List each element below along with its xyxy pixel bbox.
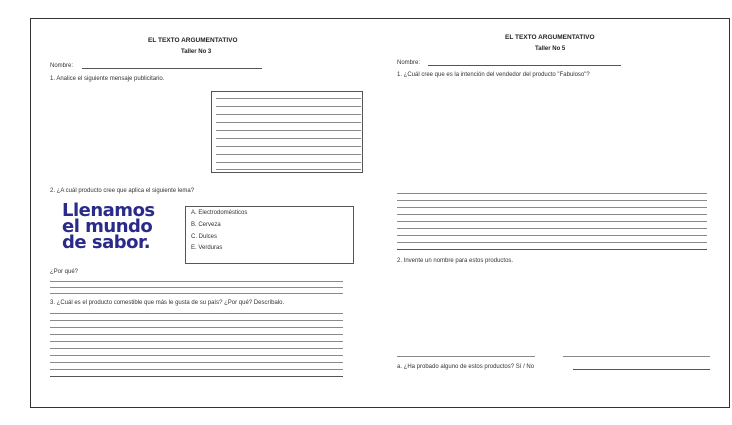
r-q1-line (397, 249, 707, 250)
right-question-2: 2. Invente un nombre para estos productos. (397, 258, 514, 264)
q3-line (50, 362, 343, 363)
left-title: EL TEXTO ARGUMENTATIVO (148, 37, 238, 44)
slogan-line-3: de sabor. (62, 232, 151, 253)
option-b: B. Cerveza (191, 222, 221, 228)
ad-line (216, 169, 361, 170)
right-name-line (428, 65, 621, 66)
ad-line (216, 114, 361, 115)
ad-line (216, 138, 361, 139)
q3-line (50, 355, 343, 356)
ad-line (216, 154, 361, 155)
ad-line (216, 162, 361, 163)
r-q1-line (397, 207, 707, 208)
q3-line (50, 327, 343, 328)
q3-line (50, 341, 343, 342)
q3-line (50, 376, 343, 377)
left-name-line (82, 68, 262, 69)
r-q1-line (397, 214, 707, 215)
r-q1-line (397, 228, 707, 229)
why-line (50, 281, 343, 282)
slogan-logo (62, 200, 155, 253)
right-question-1: 1. ¿Cuál cree que es la intención del vendedor del producto "Fabuloso"? (397, 72, 590, 78)
left-name-label: Nombre: (50, 63, 74, 69)
left-subtitle: Taller No 3 (181, 49, 212, 55)
r-q1-line (397, 193, 707, 194)
r-q1-line (397, 200, 707, 201)
q3-line (50, 348, 343, 349)
right-title: EL TEXTO ARGUMENTATIVO (505, 34, 595, 41)
slogan-line-2: el mundo (62, 216, 153, 237)
q3-line (50, 313, 343, 314)
why-label: ¿Por qué? (50, 269, 79, 275)
product-name-line-2 (563, 356, 710, 357)
why-line (50, 293, 343, 294)
option-a: A. Electrodomésticos (191, 210, 248, 216)
r-q1-line (397, 242, 707, 243)
option-e: E. Verduras (191, 245, 223, 251)
ad-line (216, 106, 361, 107)
right-name-label: Nombre: (397, 60, 421, 66)
ad-line (216, 122, 361, 123)
ad-answer-box (211, 91, 363, 173)
q3-line (50, 369, 343, 370)
q3-line (50, 320, 343, 321)
ad-line (216, 98, 361, 99)
ad-line (216, 146, 361, 147)
r-q1-line (397, 221, 707, 222)
right-question-3: a. ¿Ha probado alguno de estos productos? Sí / No (397, 364, 535, 370)
left-question-2: 2. ¿A cuál producto cree que aplica el siguiente lema? (50, 188, 195, 194)
why-line (50, 287, 343, 288)
product-name-line-1 (397, 356, 535, 357)
ad-line (216, 130, 361, 131)
right-subtitle: Taller No 5 (535, 46, 566, 52)
r-q1-line (397, 235, 707, 236)
left-question-1: 1. Analice el siguiente mensaje publicitario. (50, 76, 165, 82)
left-question-3: 3. ¿Cuál es el producto comestible que más le gusta de su país? ¿Por qué? Descríbalo. (50, 300, 285, 306)
slogan-line-1: Llenamos (62, 200, 155, 221)
q3-line (50, 334, 343, 335)
right-q3-answer-line (573, 369, 710, 370)
option-c: C. Dulces (191, 234, 218, 240)
